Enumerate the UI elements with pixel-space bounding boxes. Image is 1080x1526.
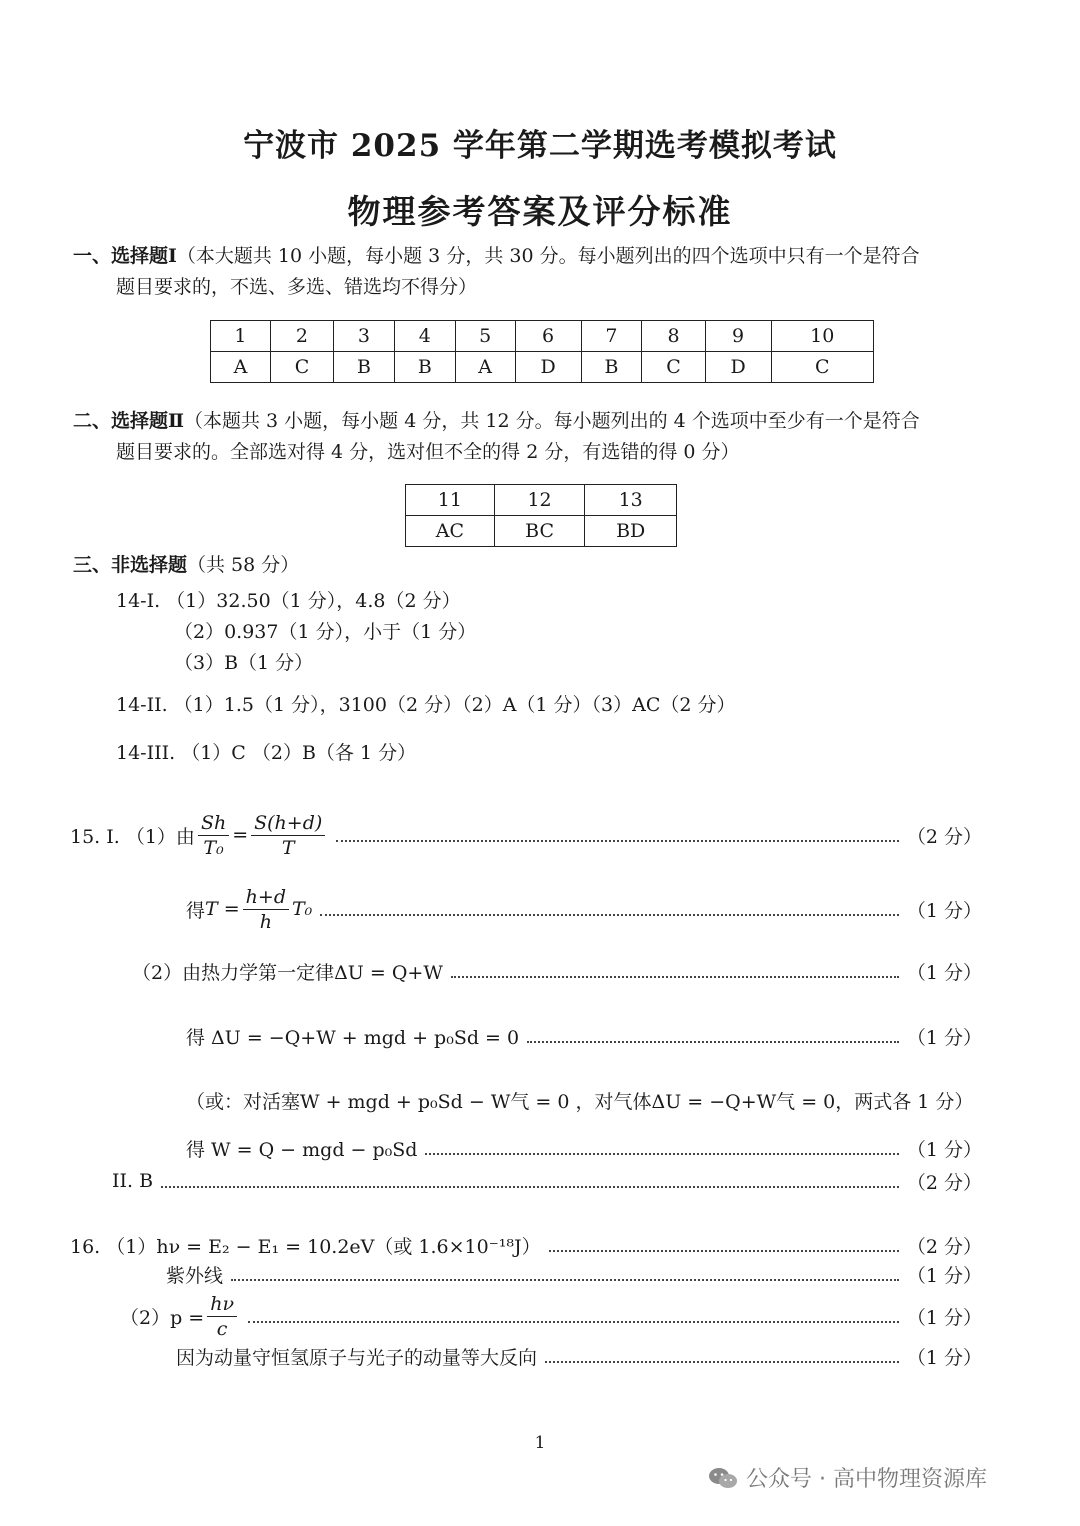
section1-number-cell: 9 bbox=[705, 321, 771, 352]
q14-1-line3: （3）B（1 分） bbox=[174, 652, 314, 674]
q15-score5: （1 分） bbox=[906, 1138, 982, 1161]
section1-heading-line bbox=[73, 243, 920, 269]
leader-dots bbox=[231, 1279, 899, 1281]
document-title: 宁波市 2025 学年第二学期选考模拟考试 bbox=[243, 128, 837, 164]
section1-number-cell: 1 bbox=[211, 321, 271, 352]
section1-number-cell: 7 bbox=[581, 321, 642, 352]
leader-dots bbox=[336, 840, 899, 842]
section1-number-cell: 10 bbox=[771, 321, 873, 352]
q15-frac-right-num: S(h+d) bbox=[251, 811, 325, 836]
section1-answer-table bbox=[210, 320, 874, 383]
q16-score2: （1 分） bbox=[906, 1264, 982, 1287]
q15-p6: II. B bbox=[112, 1170, 154, 1192]
q15-frac-left-num: Sh bbox=[198, 811, 229, 836]
section1-answer-cell: A bbox=[455, 352, 515, 383]
leader-dots bbox=[425, 1153, 898, 1155]
section3-head: 三、非选择题 bbox=[73, 554, 188, 576]
q16-frac bbox=[207, 1292, 237, 1341]
q16-row1 bbox=[70, 1230, 982, 1260]
wechat-icon bbox=[708, 1466, 738, 1490]
q15-p2: （2）由热力学第一定律ΔU = Q+W bbox=[132, 961, 443, 984]
q16-p4: 因为动量守恒氢原子与光子的动量等大反向 bbox=[176, 1346, 538, 1369]
q15-f2-lhs: T = bbox=[205, 898, 240, 920]
section3-heading-line bbox=[73, 552, 299, 578]
section2-desc1: （本题共 3 小题，每小题 4 分，共 12 分。每小题列出的 4 个选项中至少有一个是符合 bbox=[184, 410, 920, 432]
leader-dots bbox=[451, 976, 899, 978]
leader-dots bbox=[248, 1321, 899, 1323]
section2-answer-table bbox=[405, 484, 677, 547]
section1-answer-cell: C bbox=[270, 352, 333, 383]
document-subtitle: 物理参考答案及评分标准 bbox=[347, 192, 733, 231]
q15-get: 得 bbox=[186, 899, 206, 922]
section2-number-cell: 11 bbox=[406, 485, 495, 516]
section1-number-cell: 8 bbox=[642, 321, 705, 352]
leader-dots bbox=[161, 1186, 899, 1188]
page-number: 1 bbox=[534, 1433, 546, 1453]
section2-number-cell: 13 bbox=[585, 485, 677, 516]
section1-number-cell: 2 bbox=[270, 321, 333, 352]
q16-score3: （1 分） bbox=[906, 1306, 982, 1329]
watermark bbox=[708, 1462, 987, 1493]
q15-score4: （1 分） bbox=[906, 1026, 982, 1049]
section2-number-cell: 12 bbox=[494, 485, 585, 516]
section2-answer-cell: AC bbox=[406, 516, 495, 547]
q14-1-line1: 14-I. （1）32.50（1 分），4.8（2 分） bbox=[116, 590, 461, 612]
q15-p5: 得 W = Q − mgd − p₀Sd bbox=[186, 1138, 418, 1161]
q14-1-line2: （2）0.937（1 分），小于（1 分） bbox=[174, 621, 477, 643]
section1-answer-cell: B bbox=[394, 352, 455, 383]
q15-f2-tail: T₀ bbox=[291, 898, 313, 920]
q15-formula-row1: 15. I. （1）由 $\frac{Sh}{\text{T₀}}$ = $\frac{S(h+d)}{T}$ （2 分） bbox=[70, 811, 982, 859]
q15-formula-row2 bbox=[186, 882, 982, 936]
section1-answer-cell: D bbox=[705, 352, 771, 383]
section1-answer-cell: B bbox=[581, 352, 642, 383]
section2-answer-cell: BC bbox=[494, 516, 585, 547]
q16-score1: （2 分） bbox=[906, 1235, 982, 1258]
q15-row5 bbox=[186, 1085, 982, 1115]
leader-dots bbox=[549, 1250, 899, 1252]
q15-p3: 得 ΔU = −Q+W + mgd + p₀Sd = 0 bbox=[186, 1026, 520, 1049]
section1-head: 一、选择题Ⅰ bbox=[73, 245, 177, 267]
q15-row4 bbox=[186, 1021, 982, 1051]
section2-answer-cell: BD bbox=[585, 516, 677, 547]
q15-frac-right bbox=[251, 811, 325, 860]
q16-p1: 16. （1）hν = E₂ − E₁ = 10.2eV（或 1.6×10⁻¹⁸J） bbox=[70, 1235, 541, 1258]
section1-answer-cell: C bbox=[771, 352, 873, 383]
q15-score1: （2 分） bbox=[906, 825, 982, 848]
q15-p4: （或：对活塞W + mgd + p₀Sd − W气 = 0 ，对气体ΔU = −Q+W气 = 0，两式各 1 分） bbox=[186, 1090, 974, 1113]
q16-score4: （1 分） bbox=[906, 1346, 982, 1369]
section2-desc2: 题目要求的。全部选对得 4 分，选对但不全的得 2 分，有选错的得 0 分） bbox=[116, 441, 740, 463]
q15-row3 bbox=[132, 956, 982, 986]
q16-frac-den: c bbox=[216, 1317, 228, 1340]
leader-dots bbox=[545, 1361, 899, 1363]
q15-score3: （1 分） bbox=[906, 961, 982, 984]
q15-frac-2-num: h+d bbox=[243, 885, 289, 910]
q15-row6 bbox=[186, 1133, 982, 1163]
q15-frac-left-den: T₀ bbox=[203, 836, 224, 859]
leader-dots bbox=[320, 914, 899, 916]
q14-2-line: 14-II. （1）1.5（1 分），3100（2 分）（2）A（1 分）（3）AC（2 分） bbox=[116, 694, 736, 716]
section1-number-cell: 4 bbox=[394, 321, 455, 352]
q15-score2: （1 分） bbox=[906, 899, 982, 922]
section2-head: 二、选择题Ⅱ bbox=[73, 410, 185, 432]
section3-desc: （共 58 分） bbox=[187, 554, 300, 576]
q15-frac-left bbox=[198, 811, 229, 860]
q16-p2: 紫外线 bbox=[166, 1264, 224, 1287]
q16-row2 bbox=[166, 1259, 982, 1289]
q16-frac-num: hν bbox=[207, 1292, 237, 1317]
section1-number-cell: 6 bbox=[515, 321, 581, 352]
q15-score6: （2 分） bbox=[906, 1171, 982, 1194]
section1-answer-cell: A bbox=[211, 352, 271, 383]
section1-answer-cell: B bbox=[334, 352, 395, 383]
section2-heading-line bbox=[73, 408, 920, 434]
section1-number-cell: 3 bbox=[334, 321, 395, 352]
leader-dots bbox=[527, 1041, 899, 1043]
q15-frac-2-den: h bbox=[259, 910, 272, 933]
q16-row3 bbox=[120, 1290, 982, 1342]
section1-number-cell: 5 bbox=[455, 321, 515, 352]
q15-row7 bbox=[112, 1166, 982, 1196]
section1-answer-cell: C bbox=[642, 352, 705, 383]
watermark-text: 公众号 · 高中物理资源库 bbox=[746, 1467, 987, 1492]
section1-answer-cell: D bbox=[515, 352, 581, 383]
q14-3-line: 14-III. （1）C （2）B（各 1 分） bbox=[116, 742, 417, 764]
q15-frac-right-den: T bbox=[281, 836, 295, 859]
section1-desc2: 题目要求的，不选、多选、错选均不得分） bbox=[116, 276, 478, 298]
q16-row4 bbox=[176, 1341, 982, 1371]
q15-frac-2 bbox=[243, 885, 289, 934]
section1-desc1: （本大题共 10 小题，每小题 3 分，共 30 分。每小题列出的四个选项中只有一个是符合 bbox=[176, 245, 920, 267]
q15-label: 15. I. （1）由 bbox=[70, 825, 195, 848]
q16-p3-label: （2）p = bbox=[120, 1306, 205, 1329]
